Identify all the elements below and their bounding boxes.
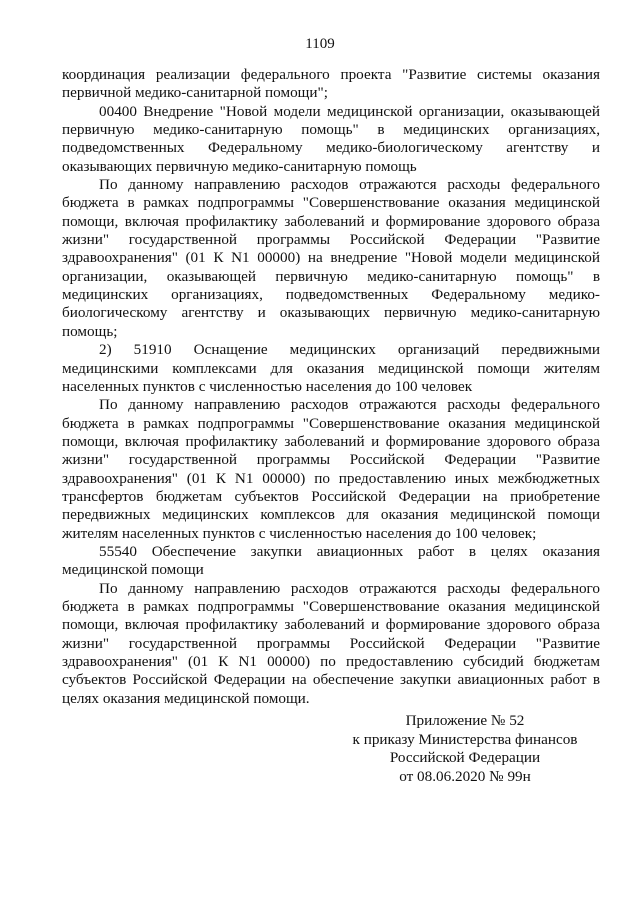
- paragraph-code-00400: 00400 Внедрение "Новой модели медицинской организации, оказывающей первичную медико-санитарную помощь" в медицинских организациях, подведомственных Федеральному медико-биологическому агентству и оказывающих первичную медико-санитарную помощь: [62, 102, 600, 175]
- appendix-country-line: Российской Федерации: [389, 749, 541, 767]
- appendix-order-line: к приказу Министерства финансов: [352, 730, 578, 748]
- appendix-title: Приложение № 52: [405, 712, 525, 729]
- appendix-date-line: от 08.06.2020 № 99н: [399, 767, 531, 785]
- paragraph-expenses-00400: По данному направлению расходов отражаются расходы федерального бюджета в рамках подпрограммы "Совершенствование оказания медицинской помощи, включая профилактику заболеваний и формирование здорового образа жизни" государственной программы Российской Федерации "Развитие здравоохранения" (01 К N1 00000) на внедрение "Новой модели медицинской организации, оказывающей первичную медико-санитарную помощь" в медицинских организациях, подведомственных Федеральному медико-биологическому агентству и оказывающих первичную медико-санитарную помощь;: [62, 176, 600, 340]
- paragraph-expenses-51910: По данному направлению расходов отражаются расходы федерального бюджета в рамках подпрограммы "Совершенствование оказания медицинской помощи, включая профилактику заболеваний и формирование здорового образа жизни" государственной программы Российской Федерации "Развитие здравоохранения" (01 К N1 00000) по предоставлению иных межбюджетных трансфертов бюджетам субъектов Российской Федерации на приобретение передвижных медицинских комплексов для оказания медицинской помощи жителям населенных пунктов с численностью населения до 100 человек;: [62, 396, 600, 542]
- paragraph-expenses-55540: По данному направлению расходов отражаются расходы федерального бюджета в рамках подпрограммы "Совершенствование оказания медицинской помощи, включая профилактику заболеваний и формирование здорового образа жизни" государственной программы Российской Федерации "Развитие здравоохранения" (01 К N1 00000) по предоставлению субсидий бюджетам субъектов Российской Федерации на обеспечение закупки авиационных работ в целях оказания медицинской помощи.: [62, 579, 600, 707]
- paragraph-code-55540: 55540 Обеспечение закупки авиационных работ в целях оказания медицинской помощи: [62, 542, 600, 579]
- appendix-block: [340, 712, 590, 786]
- paragraph-project-coordination: координация реализации федерального проекта "Развитие системы оказания первичной медико-санитарной помощи";: [62, 66, 600, 102]
- paragraph-code-51910: 2) 51910 Оснащение медицинских организаций передвижными медицинскими комплексами для оказания медицинской помощи жителям населенных пунктов с численностью населения до 100 человек: [62, 341, 600, 395]
- page-number: 1109: [305, 36, 335, 52]
- document-body: [62, 66, 600, 708]
